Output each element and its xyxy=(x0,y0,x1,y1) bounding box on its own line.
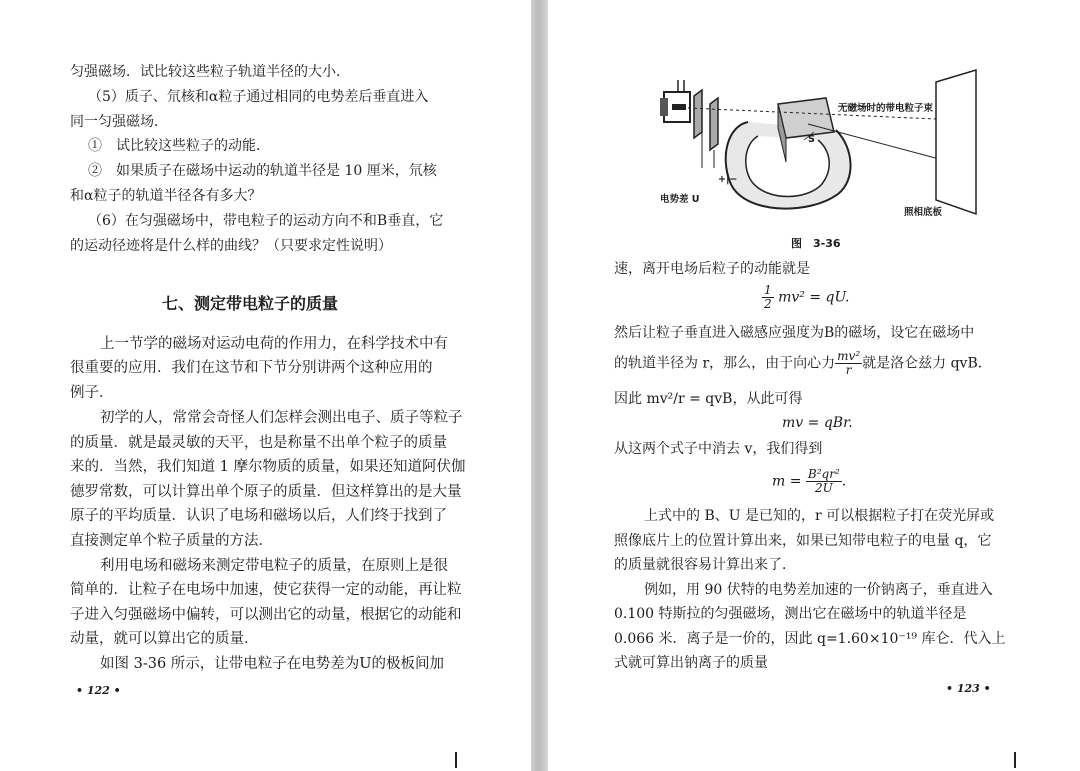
equation-kinetic-energy: $\frac{1}{2}$ mv² = qU. xyxy=(764,283,850,311)
right-page xyxy=(548,0,1080,771)
photographic-plate xyxy=(936,70,976,214)
body-line: 照像底片上的位置计算出来，如果已知带电粒子的电量 q，它 xyxy=(614,533,992,549)
body-line: 的质量就很容易计算出来了． xyxy=(614,557,796,573)
text-line: 因此 mv²/r = qvB，从此可得 xyxy=(614,391,803,407)
beam-label: 无磁场时的带电粒子束 xyxy=(838,103,934,114)
voltage-label: 电势差 U xyxy=(660,194,700,205)
text-line: 速，离开电场后粒子的动能就是 xyxy=(614,261,810,277)
accelerating-plate xyxy=(710,98,718,150)
left-page xyxy=(0,0,531,771)
magnet-pole xyxy=(778,98,834,138)
figure-3-36 xyxy=(658,64,978,234)
text-line: 然后让粒子垂直进入磁感应强度为B的磁场，设它在磁场中 xyxy=(614,325,975,341)
body-line: 例如，用 90 伏特的电势差加速的一价钠离子，垂直进入 xyxy=(644,582,993,598)
accelerating-plate xyxy=(694,90,702,138)
text-line: 从这两个式子中消去 v，我们得到 xyxy=(614,441,823,457)
page-gutter xyxy=(531,0,548,771)
magnet-label: S xyxy=(808,134,815,145)
text-line: ② 如果质子在磁场中运动的轨道半径是 10 厘米，氘核 xyxy=(88,163,437,179)
text-line: 同一匀强磁场． xyxy=(70,114,168,130)
page-number: • 122 • xyxy=(76,684,121,697)
text-line: （5）质子、氘核和α粒子通过相同的电势差后垂直进入 xyxy=(88,89,429,105)
text-line: ① 试比较这些粒子的动能． xyxy=(88,138,270,154)
body-line: 0.100 特斯拉的匀强磁场，测出它在磁场中的轨道半径是 xyxy=(614,606,967,622)
page-number: • 123 • xyxy=(946,682,991,695)
plate-label: 照相底板 xyxy=(904,207,943,218)
body-line: 原子的平均质量．认识了电场和磁场以后，人们终于找到了 xyxy=(70,508,447,524)
figure-caption: 图 3-36 xyxy=(791,237,841,250)
text-line: （6）在匀强磁场中，带电粒子的运动方向不和B垂直，它 xyxy=(88,213,444,229)
body-line: 上式中的 B、U 是已知的，r 可以根据粒子打在荧光屏或 xyxy=(644,508,995,524)
text-line: 匀强磁场．试比较这些粒子轨道半径的大小． xyxy=(70,64,350,80)
body-line: 直接测定单个粒子质量的方法． xyxy=(70,533,273,549)
body-line: 来的．当然，我们知道 1 摩尔物质的质量，如果还知道阿伏伽 xyxy=(70,459,466,475)
body-line: 简单的．让粒子在电场中加速，使它获得一定的动能，再让粒 xyxy=(70,582,462,598)
equation-mass: m = $\frac{\text{B²qr²}}{2U}$ . xyxy=(772,467,847,495)
body-line: 很重要的应用．我们在这节和下节分别讲两个这种应用的 xyxy=(70,360,433,376)
equation-momentum: mv = qBr. xyxy=(782,415,853,431)
text-line: 和α粒子的轨道半径各有多大？ xyxy=(70,188,262,204)
crop-mark xyxy=(455,752,457,768)
body-line: 德罗常数，可以计算出单个原子的质量．但这样算出的是大量 xyxy=(70,484,462,500)
section-title: 七、测定带电粒子的质量 xyxy=(162,294,339,313)
text-line: 的运动径迹将是什么样的曲线？（只要求定性说明） xyxy=(70,238,392,254)
body-line: 的质量．就是最灵敏的天平，也是称量不出单个粒子的质量 xyxy=(70,435,447,451)
body-line: 式就可算出钠离子的质量 xyxy=(614,655,768,671)
body-line: 例子． xyxy=(70,385,114,401)
body-line: 利用电场和磁场来测定带电粒子的质量，在原则上是很 xyxy=(100,558,448,574)
body-line: 上一节学的磁场对运动电荷的作用力，在科学技术中有 xyxy=(100,336,448,352)
plus-minus-label: +|− xyxy=(718,174,738,185)
body-line: 初学的人，常常会奇怪人们怎样会测出电子、质子等粒子 xyxy=(100,410,463,426)
body-line: 动量，就可以算出它的质量． xyxy=(70,631,259,647)
text-line-with-fraction: 的轨道半径为 r，那么，由于向心力 $\frac{\text{mv²}}{r}$ 就是洛仑兹力 qvB． xyxy=(614,349,992,377)
body-line: 子进入匀强磁场中偏转，可以测出它的动量，根据它的动能和 xyxy=(70,607,462,623)
crop-mark xyxy=(1014,752,1016,768)
body-line: 0.066 米．离子是一价的，因此 q=1.60×10⁻¹⁹ 库仑．代入上 xyxy=(614,631,1006,647)
body-line: 如图 3-36 所示，让带电粒子在电势差为U的极板间加 xyxy=(100,656,445,672)
ion-source-cap xyxy=(660,98,668,116)
